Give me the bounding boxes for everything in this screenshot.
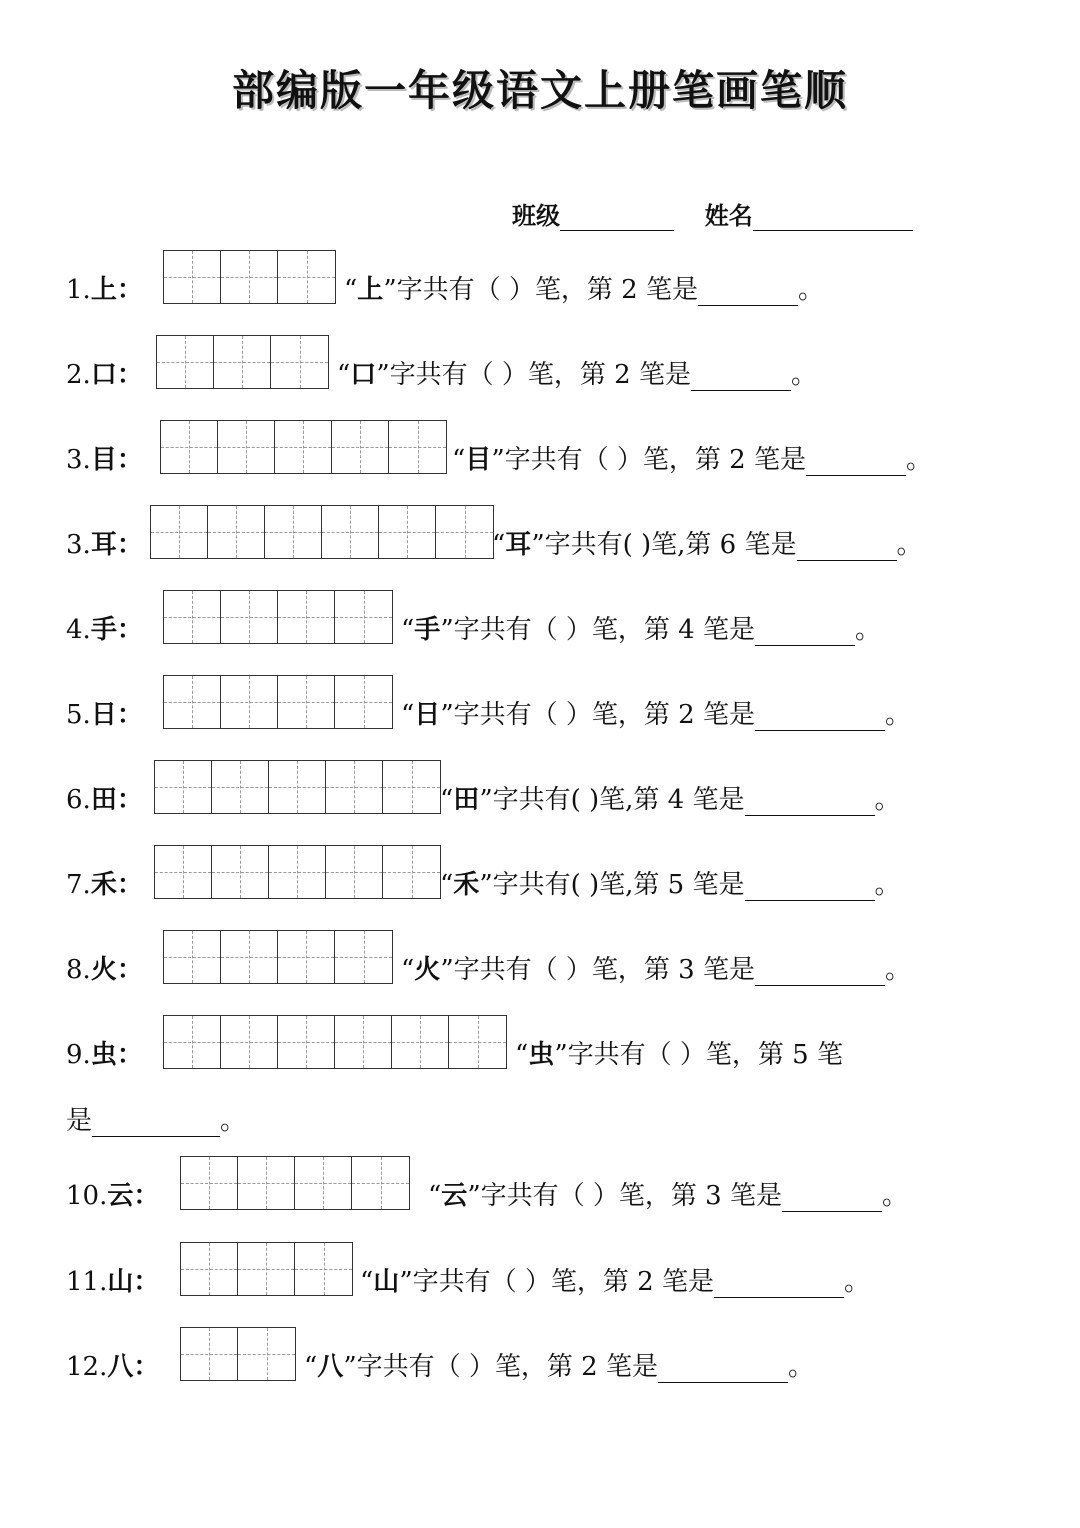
question-text [452,439,932,476]
question-number [66,864,143,901]
writing-cell[interactable] [278,251,335,303]
writing-cell[interactable] [278,1016,335,1068]
period: 。 [787,1352,814,1382]
answer-blank[interactable] [691,364,791,391]
writing-cell[interactable] [271,336,328,388]
writing-cell[interactable] [322,506,379,558]
period: 。 [854,615,881,645]
colon: ： [133,1352,160,1382]
question-prompt: ”字共有（ ）笔，第 4 笔是 [440,615,755,645]
quoted-character: 口 [350,360,377,390]
tianzige-grid [156,335,329,389]
open-quote: “ [304,1352,318,1382]
question-row [0,1242,1080,1302]
writing-cell[interactable] [335,931,392,983]
quoted-character: 日 [414,700,441,730]
open-quote: “ [337,360,351,390]
writing-cell[interactable] [389,421,446,473]
question-text [337,354,817,391]
writing-cell[interactable] [269,846,326,898]
question-number [66,949,143,986]
writing-cell[interactable] [326,761,383,813]
question-row [0,675,1080,735]
number-label: 1. [66,275,91,305]
question-number [66,779,143,816]
question-text [360,1261,870,1298]
writing-cell[interactable] [218,421,275,473]
writing-cell[interactable] [164,676,221,728]
target-character: 火 [90,955,117,985]
writing-cell[interactable] [221,676,278,728]
name-blank[interactable] [753,204,913,231]
writing-cell[interactable] [214,336,271,388]
quoted-character: 手 [414,615,441,645]
writing-cell[interactable] [221,251,278,303]
tianzige-grid [163,1015,507,1069]
question-row [0,335,1080,395]
class-label: 班级 [512,202,560,230]
colon: ： [116,785,143,815]
quoted-character: 禾 [453,870,480,900]
writing-cell[interactable] [221,931,278,983]
writing-cell[interactable] [383,846,440,898]
open-quote: “ [515,1040,529,1070]
tianzige-grid [180,1242,353,1296]
colon: ： [133,1181,160,1211]
colon: ： [116,445,143,475]
target-character: 手 [90,615,117,645]
question-prompt: ”字共有( )笔,第 6 笔是 [531,530,797,560]
question-text [440,864,901,901]
writing-cell[interactable] [164,251,221,303]
period: 。 [874,870,901,900]
period: 。 [790,360,817,390]
writing-cell[interactable] [155,846,212,898]
colon: ： [116,700,143,730]
target-character: 耳 [90,530,117,560]
question-number [66,1346,159,1383]
target-character: 虫 [90,1040,117,1070]
question-row [0,250,1080,310]
question-text [401,609,881,646]
writing-cell[interactable] [164,591,221,643]
question-prompt: ”字共有（ ）笔，第 2 笔是 [383,275,698,305]
writing-cell[interactable] [383,761,440,813]
answer-blank[interactable] [698,279,798,306]
answer-blank[interactable] [745,789,875,816]
writing-cell[interactable] [265,506,322,558]
number-label: 9. [66,1040,91,1070]
question-text [344,269,824,306]
question-text [492,524,923,561]
tianzige-grid [160,420,447,474]
question-prompt: ”字共有（ ）笔，第 2 笔是 [440,700,755,730]
answer-blank[interactable] [714,1271,844,1298]
writing-cell[interactable] [275,421,332,473]
writing-cell[interactable] [151,506,208,558]
question-prompt: ”字共有（ ）笔，第 2 笔是 [399,1267,714,1297]
question-text [440,779,901,816]
question-row [0,420,1080,480]
colon: ： [116,955,143,985]
writing-cell[interactable] [332,421,389,473]
writing-cell[interactable] [352,1157,409,1209]
writing-cell[interactable] [335,591,392,643]
writing-cell[interactable] [238,1157,295,1209]
question-prompt: ”字共有（ ）笔，第 5 笔 [554,1040,843,1070]
quoted-character: 八 [317,1352,344,1382]
colon: ： [116,870,143,900]
period: 。 [884,955,911,985]
question-text [401,949,911,986]
question-prompt: ”字共有（ ）笔，第 2 笔是 [491,445,806,475]
answer-blank[interactable] [806,449,906,476]
target-character: 目 [90,445,117,475]
tianzige-grid [163,675,393,729]
number-label: 11. [66,1267,108,1297]
question-prompt: ”字共有（ ）笔，第 2 笔是 [343,1352,658,1382]
writing-cell[interactable] [278,676,335,728]
number-label: 7. [66,870,91,900]
name-label: 姓名 [704,202,753,230]
class-blank[interactable] [560,204,674,231]
target-character: 日 [90,700,117,730]
answer-blank[interactable] [745,874,875,901]
colon: ： [116,1040,143,1070]
number-label: 10. [66,1181,108,1211]
question-9-continuation [66,1100,246,1137]
question-prompt: ”字共有（ ）笔，第 3 笔是 [440,955,755,985]
question-number [66,1034,143,1071]
question-number [66,524,143,561]
question-number [66,1261,159,1298]
question-text [515,1034,843,1071]
writing-cell[interactable] [436,506,493,558]
question-row [0,1327,1080,1387]
answer-blank[interactable] [755,959,885,986]
open-quote: “ [440,785,454,815]
number-label: 8. [66,955,91,985]
question-prompt: ”字共有( )笔,第 5 笔是 [479,870,745,900]
target-character: 口 [90,360,117,390]
question-row [0,845,1080,905]
open-quote: “ [401,615,415,645]
question-number [66,439,143,476]
question-number [66,694,143,731]
period: 。 [896,530,923,560]
number-label: 4. [66,615,91,645]
question-row [0,930,1080,990]
number-label: 5. [66,700,91,730]
writing-cell[interactable] [212,846,269,898]
writing-cell[interactable] [238,1243,295,1295]
writing-cell[interactable] [208,506,265,558]
question-row [0,590,1080,650]
target-character: 上 [90,275,117,305]
period: 。 [874,785,901,815]
target-character: 山 [107,1267,134,1297]
answer-blank[interactable] [755,704,885,731]
quoted-character: 田 [453,785,480,815]
writing-cell[interactable] [379,506,436,558]
period: 。 [881,1181,908,1211]
number-label: 2. [66,360,91,390]
tianzige-grid [180,1156,410,1210]
question-prompt: ”字共有( )笔,第 4 笔是 [479,785,745,815]
question-text [428,1175,908,1212]
writing-cell[interactable] [181,1243,238,1295]
continuation-text: 是 [66,1106,93,1136]
writing-cell[interactable] [155,761,212,813]
period: 。 [905,445,932,475]
quoted-character: 火 [414,955,441,985]
writing-cell[interactable] [164,1016,221,1068]
question-number [66,269,143,306]
writing-cell[interactable] [269,761,326,813]
tianzige-grid [150,505,494,559]
open-quote: “ [452,445,466,475]
tianzige-grid [163,590,393,644]
open-quote: “ [428,1181,442,1211]
target-character: 八 [107,1352,134,1382]
question-text [401,694,911,731]
open-quote: “ [440,870,454,900]
question-row [0,1156,1080,1216]
question-prompt: ”字共有（ ）笔，第 3 笔是 [467,1181,782,1211]
writing-cell[interactable] [181,1328,238,1380]
writing-cell[interactable] [181,1157,238,1209]
colon: ： [116,275,143,305]
tianzige-grid [163,930,393,984]
writing-cell[interactable] [295,1243,352,1295]
quoted-character: 虫 [528,1040,555,1070]
number-label: 12. [66,1352,108,1382]
question-number [66,609,143,646]
answer-blank[interactable] [782,1185,882,1212]
tianzige-grid [163,250,336,304]
number-label: 3. [66,530,91,560]
writing-cell[interactable] [335,1016,392,1068]
quoted-character: 耳 [505,530,532,560]
quoted-character: 上 [357,275,384,305]
question-row [0,505,1080,565]
period: 。 [884,700,911,730]
quoted-character: 云 [441,1181,468,1211]
writing-cell[interactable] [238,1328,295,1380]
number-label: 6. [66,785,91,815]
tianzige-grid [180,1327,296,1381]
answer-blank[interactable] [658,1356,788,1383]
open-quote: “ [360,1267,374,1297]
writing-cell[interactable] [295,1157,352,1209]
question-number [66,354,143,391]
tianzige-grid [154,845,441,899]
student-info-line [512,196,913,231]
quoted-character: 山 [373,1267,400,1297]
colon: ： [116,530,143,560]
tianzige-grid [154,760,441,814]
question-text [304,1346,814,1383]
colon: ： [116,360,143,390]
writing-cell[interactable] [326,846,383,898]
colon: ： [133,1267,160,1297]
writing-cell[interactable] [161,421,218,473]
writing-cell[interactable] [449,1016,506,1068]
open-quote: “ [344,275,358,305]
answer-blank[interactable] [755,619,855,646]
writing-cell[interactable] [278,591,335,643]
open-quote: “ [401,955,415,985]
question-number [66,1175,159,1212]
writing-cell[interactable] [157,336,214,388]
writing-cell[interactable] [392,1016,449,1068]
period: 。 [797,275,824,305]
period: 。 [843,1267,870,1297]
writing-cell[interactable] [212,761,269,813]
question-row [0,1015,1080,1075]
question-prompt: ”字共有（ ）笔，第 2 笔是 [376,360,691,390]
target-character: 田 [90,785,117,815]
answer-blank[interactable] [92,1110,220,1137]
quoted-character: 目 [465,445,492,475]
writing-cell[interactable] [164,931,221,983]
number-label: 3. [66,445,91,475]
writing-cell[interactable] [221,591,278,643]
page-title: 部编版一年级语文上册笔画笔顺 [231,66,848,115]
open-quote: “ [401,700,415,730]
writing-cell[interactable] [221,1016,278,1068]
question-row [0,760,1080,820]
period: 。 [220,1106,247,1136]
colon: ： [116,615,143,645]
target-character: 云 [107,1181,134,1211]
answer-blank[interactable] [797,534,897,561]
writing-cell[interactable] [278,931,335,983]
writing-cell[interactable] [335,676,392,728]
target-character: 禾 [90,870,117,900]
open-quote: “ [492,530,506,560]
